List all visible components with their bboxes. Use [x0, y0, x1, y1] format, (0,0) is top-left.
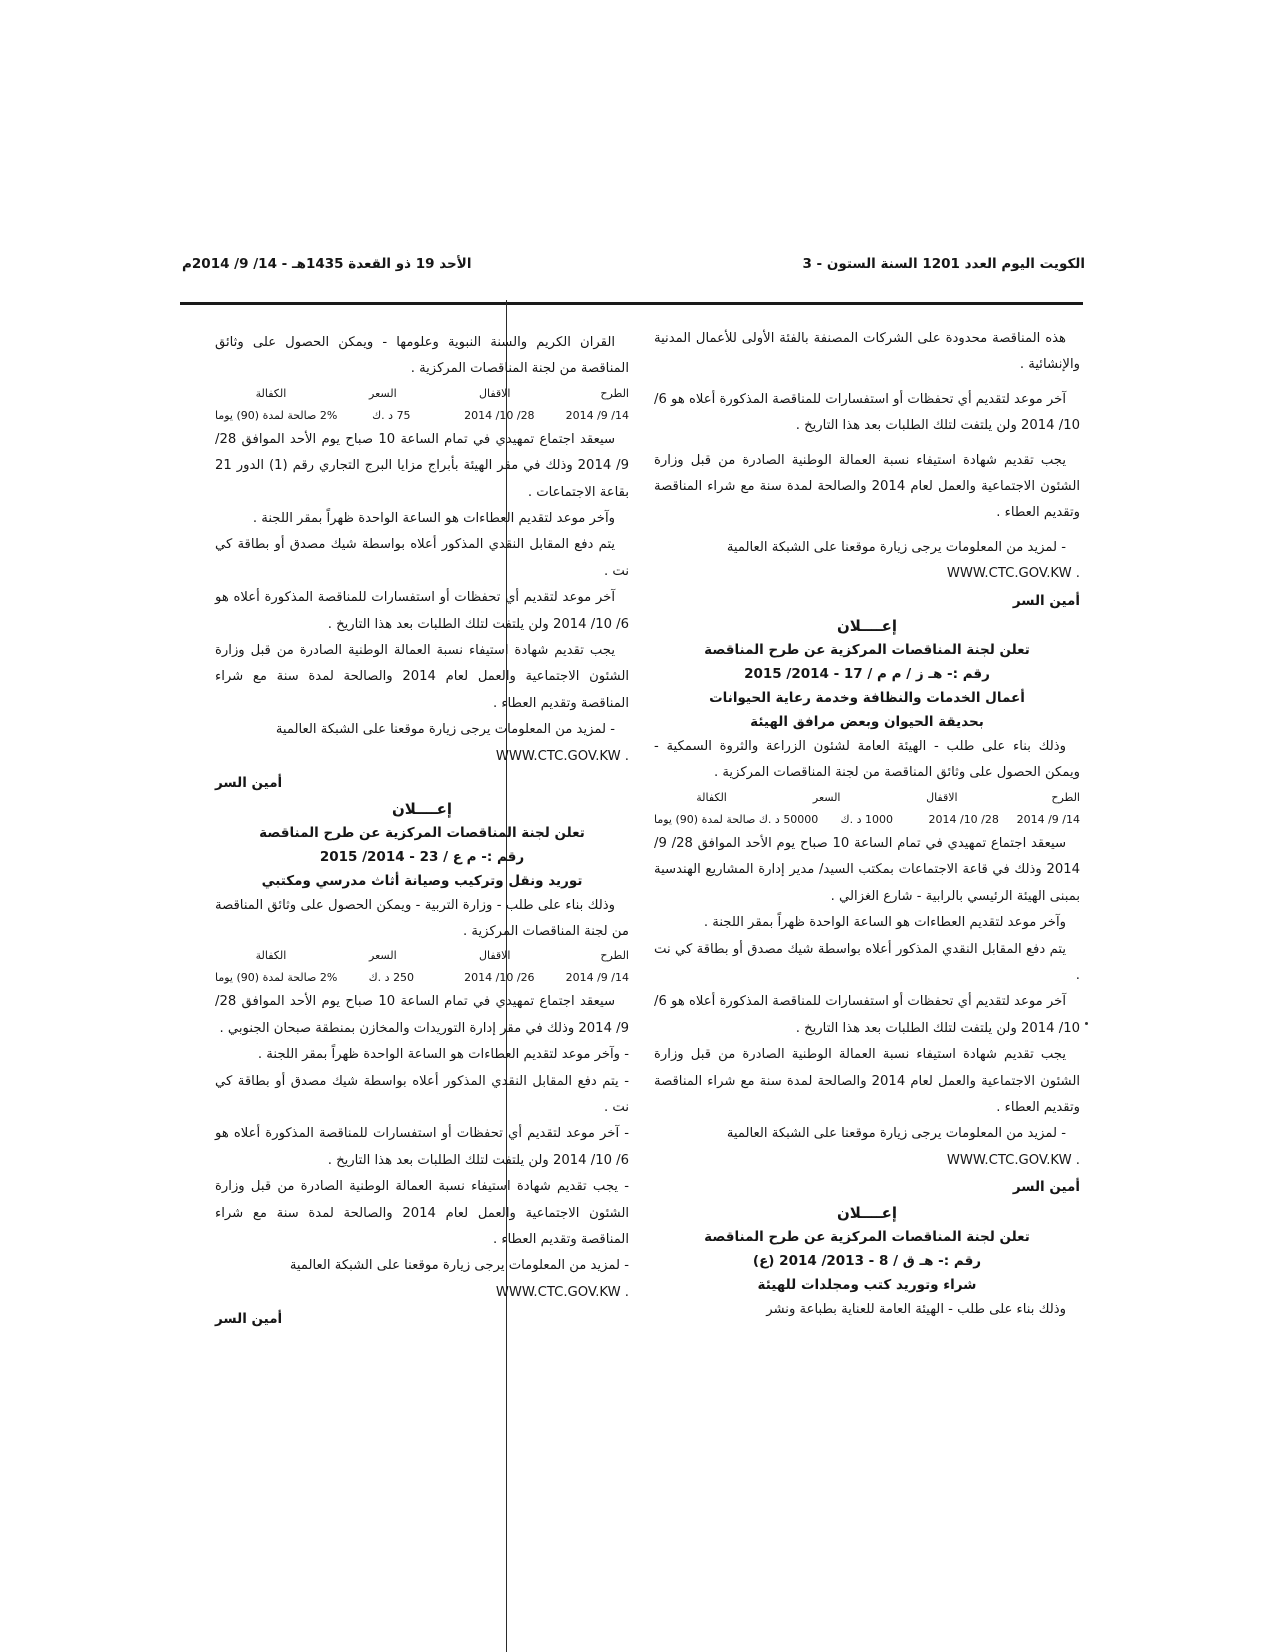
tender-table-header: [215, 383, 629, 405]
tender-table-row: [215, 405, 629, 427]
cell-offering: 14/ 9/ 2014: [565, 408, 629, 422]
col-closing: الاقفال: [478, 949, 511, 963]
notice-paragraph: سيعقد اجتماع تمهيدي في تمام الساعة 10 صباح يوم الأحد الموافق 28/ 9/ 2014 وذلك في مقر إدارة التوريدات والمخازن بمنطقة صبحان الجنوبي .: [215, 994, 629, 1036]
signature: أمين السر: [1012, 1179, 1080, 1196]
notice-paragraph: - وآخر موعد لتقديم العطاءات هو الساعة الواحدة ظهراً بمقر اللجنة .: [257, 1047, 629, 1063]
notice-paragraph: وذلك بناء على طلب - وزارة التربية - ويمكن الحصول على وثائق المناقصة من لجنة المناقصات المركزية .: [215, 897, 629, 939]
col-price: السعر: [369, 386, 397, 400]
tender-table-row: [215, 967, 629, 989]
cell-closing: 28/ 10/ 2014: [464, 408, 535, 422]
cell-closing: 26/ 10/ 2014: [464, 971, 535, 985]
notice-paragraph: يتم دفع المقابل النقدي المذكور أعلاه بواسطة شيك مصدق أو بطاقة كي نت .: [654, 941, 1080, 983]
tender-table-header: [654, 787, 1080, 809]
right-column: [654, 326, 1080, 1323]
page-header-left: الأحد 19 ذو القعدة 1435هـ - 14/ 9/ 2014م: [182, 256, 472, 272]
notice-paragraph: - لمزيد من المعلومات يرجى زيارة موقعنا على الشبكة العالمية: [289, 1258, 629, 1274]
signature: أمين السر: [215, 1311, 283, 1328]
cell-guarantee: 50000 د .ك صالحة لمدة (90) يوما: [654, 812, 819, 826]
tender-number: رقم :- هـ ق / 8 - 2013/ 2014 (ع): [752, 1252, 982, 1269]
col-price: السعر: [369, 949, 397, 963]
scan-speck: [1085, 1022, 1088, 1025]
page-header-right: الكويت اليوم العدد 1201 السنة الستون - 3: [802, 256, 1085, 272]
cell-guarantee: 2% صالحة لمدة (90) يوما: [215, 971, 338, 985]
website-link: WWW.CTC.GOV.KW .: [946, 1152, 1080, 1168]
notice-paragraph: سيعقد اجتماع تمهيدي في تمام الساعة 10 صباح يوم الأحد الموافق 28/ 9/ 2014 وذلك في مقر الهيئة بأبراج مزايا البرج التجاري رقم (1) الدور 21 بقاعة الاجتماعات .: [215, 431, 629, 500]
website-link: WWW.CTC.GOV.KW .: [495, 1284, 629, 1300]
notice-paragraph: وذلك بناء على طلب - الهيئة العامة لشئون الزراعة والثروة السمكية - ويمكن الحصول على وثائق المناقصة من لجنة المناقصات المركزية .: [654, 739, 1080, 781]
col-price: السعر: [812, 790, 841, 804]
notice-paragraph: وآخر موعد لتقديم العطاءات هو الساعة الواحدة ظهراً بمقر اللجنة .: [252, 511, 615, 527]
notice-announcer: تعلن لجنة المناقصات المركزية عن طرح المناقصة: [704, 642, 1030, 659]
website-link: WWW.CTC.GOV.KW .: [946, 566, 1080, 582]
cell-closing: 28/ 10/ 2014: [928, 812, 999, 826]
notice-paragraph: يجب تقديم شهادة استيفاء نسبة العمالة الوطنية الصادرة من قبل وزارة الشئون الاجتماعية والعمل لعام 2014 والصالحة لمدة سنة مع شراء المناقصة وتقديم العطاء .: [654, 1047, 1080, 1115]
tender-title-cont: بحديقة الحيوان وبعض مرافق الهيئة: [750, 714, 984, 731]
notice-paragraph: يتم دفع المقابل النقدي المذكور أعلاه بواسطة شيك مصدق أو بطاقة كي نت .: [215, 537, 629, 579]
website-link: WWW.CTC.GOV.KW .: [495, 748, 629, 764]
signature: أمين السر: [215, 775, 283, 792]
notice-paragraph: يجب تقديم شهادة استيفاء نسبة العمالة الوطنية الصادرة من قبل وزارة الشئون الاجتماعية والعمل لعام 2014 والصالحة لمدة سنة مع شراء المناقصة وتقديم العطاء .: [215, 643, 629, 711]
col-guarantee: الكفالة: [255, 386, 287, 400]
notice-paragraph: - لمزيد من المعلومات يرجى زيارة موقعنا على الشبكة العالمية: [275, 722, 615, 738]
col-offering: الطرح: [1051, 790, 1080, 804]
tender-number: رقم :- هـ ز / م م / 17 - 2014/ 2015: [744, 666, 990, 683]
notice-paragraph: - آخر موعد لتقديم أي تحفظات أو استفسارات للمناقصة المذكورة أعلاه هو 6/ 10/ 2014 ولن يلتفت لتلك الطلبات بعد هذا التاريخ .: [215, 1126, 629, 1168]
col-offering: الطرح: [600, 949, 629, 963]
notice-paragraph: آخر موعد لتقديم أي تحفظات أو استفسارات للمناقصة المذكورة أعلاه هو 6/ 10/ 2014 ولن يلتفت لتلك الطلبات بعد هذا التاريخ .: [215, 590, 629, 632]
notice-paragraph: سيعقد اجتماع تمهيدي في تمام الساعة 10 صباح يوم الأحد الموافق 28/ 9/ 2014 وذلك في قاعة الاجتماعات بمكتب السيد/ مدير إدارة المشاريع الهندسية بمبنى الهيئة الرئيسي بالرابية - شارع الغزالي .: [654, 835, 1080, 904]
notice-paragraph: يجب تقديم شهادة استيفاء نسبة العمالة الوطنية الصادرة من قبل وزارة الشئون الاجتماعية والعمل لعام 2014 والصالحة لمدة سنة مع شراء المناقصة وتقديم العطاء .: [654, 452, 1080, 521]
notice-paragraph: وذلك بناء على طلب - الهيئة العامة للعناية بطباعة ونشر: [766, 1301, 1066, 1317]
notice-heading: إعــــلان: [391, 799, 453, 818]
col-closing: الاقفال: [478, 386, 511, 400]
notice-announcer: تعلن لجنة المناقصات المركزية عن طرح المناقصة: [259, 824, 585, 841]
left-column: [215, 330, 629, 1333]
signature: أمين السر: [1012, 592, 1080, 609]
cell-offering: 14/ 9/ 2014: [1016, 812, 1080, 826]
tender-title: توريد ونقل وتركيب وصيانة أثاث مدرسي ومكتبي: [261, 872, 583, 889]
notice-paragraph: آخر موعد لتقديم أي تحفظات أو استفسارات للمناقصة المذكورة أعلاه هو 6/ 10/ 2014 ولن يلتفت لتلك الطلبات بعد هذا التاريخ .: [654, 391, 1080, 434]
notice-heading: إعــــلان: [836, 1203, 898, 1222]
notice-paragraph: - يتم دفع المقابل النقدي المذكور أعلاه بواسطة شيك مصدق أو بطاقة كي نت .: [215, 1073, 629, 1115]
tender-number: رقم :- م ع / 23 - 2014/ 2015: [319, 848, 525, 865]
col-guarantee: الكفالة: [696, 790, 727, 804]
notice-paragraph: آخر موعد لتقديم أي تحفظات أو استفسارات للمناقصة المذكورة أعلاه هو 6/ 10/ 2014 ولن يلتفت لتلك الطلبات بعد هذا التاريخ .: [654, 994, 1080, 1036]
header-rule: [180, 302, 1083, 305]
cell-offering: 14/ 9/ 2014: [565, 971, 629, 985]
notice-heading: إعــــلان: [836, 617, 898, 636]
tender-table-header: [215, 945, 629, 967]
notice-announcer: تعلن لجنة المناقصات المركزية عن طرح المناقصة: [704, 1228, 1030, 1245]
tender-table-row: [654, 809, 1080, 831]
notice-paragraph: - يجب تقديم شهادة استيفاء نسبة العمالة الوطنية الصادرة من قبل وزارة الشئون الاجتماعية والعمل لعام 2014 والصالحة لمدة سنة مع شراء المناقصة وتقديم العطاء .: [215, 1179, 629, 1247]
tender-title: أعمال الخدمات والنظافة وخدمة رعاية الحيوانات: [709, 690, 1025, 707]
notice-paragraph: وآخر موعد لتقديم العطاءات هو الساعة الواحدة ظهراً بمقر اللجنة .: [703, 915, 1066, 931]
notice-paragraph: - لمزيد من المعلومات يرجى زيارة موقعنا على الشبكة العالمية: [726, 1126, 1066, 1142]
notice-paragraph: - لمزيد من المعلومات يرجى زيارة موقعنا على الشبكة العالمية: [726, 539, 1066, 555]
col-closing: الاقفال: [926, 790, 958, 804]
notice-paragraph: هذه المناقصة محدودة على الشركات المصنفة بالفئة الأولى للأعمال المدنية والإنشائية .: [654, 331, 1080, 373]
cell-price: 250 د .ك: [368, 971, 415, 985]
col-guarantee: الكفالة: [255, 949, 287, 963]
cell-guarantee: 2% صالحة لمدة (90) يوما: [215, 408, 338, 422]
cell-price: 1000 د .ك: [840, 812, 893, 826]
col-offering: الطرح: [600, 386, 629, 400]
notice-paragraph: القران الكريم والسنة النبوية وعلومها - ويمكن الحصول على وثائق المناقصة من لجنة المناقصات المركزية .: [215, 335, 629, 377]
cell-price: 75 د .ك: [372, 408, 411, 422]
tender-title: شراء وتوريد كتب ومجلدات للهيئة: [757, 1276, 977, 1293]
